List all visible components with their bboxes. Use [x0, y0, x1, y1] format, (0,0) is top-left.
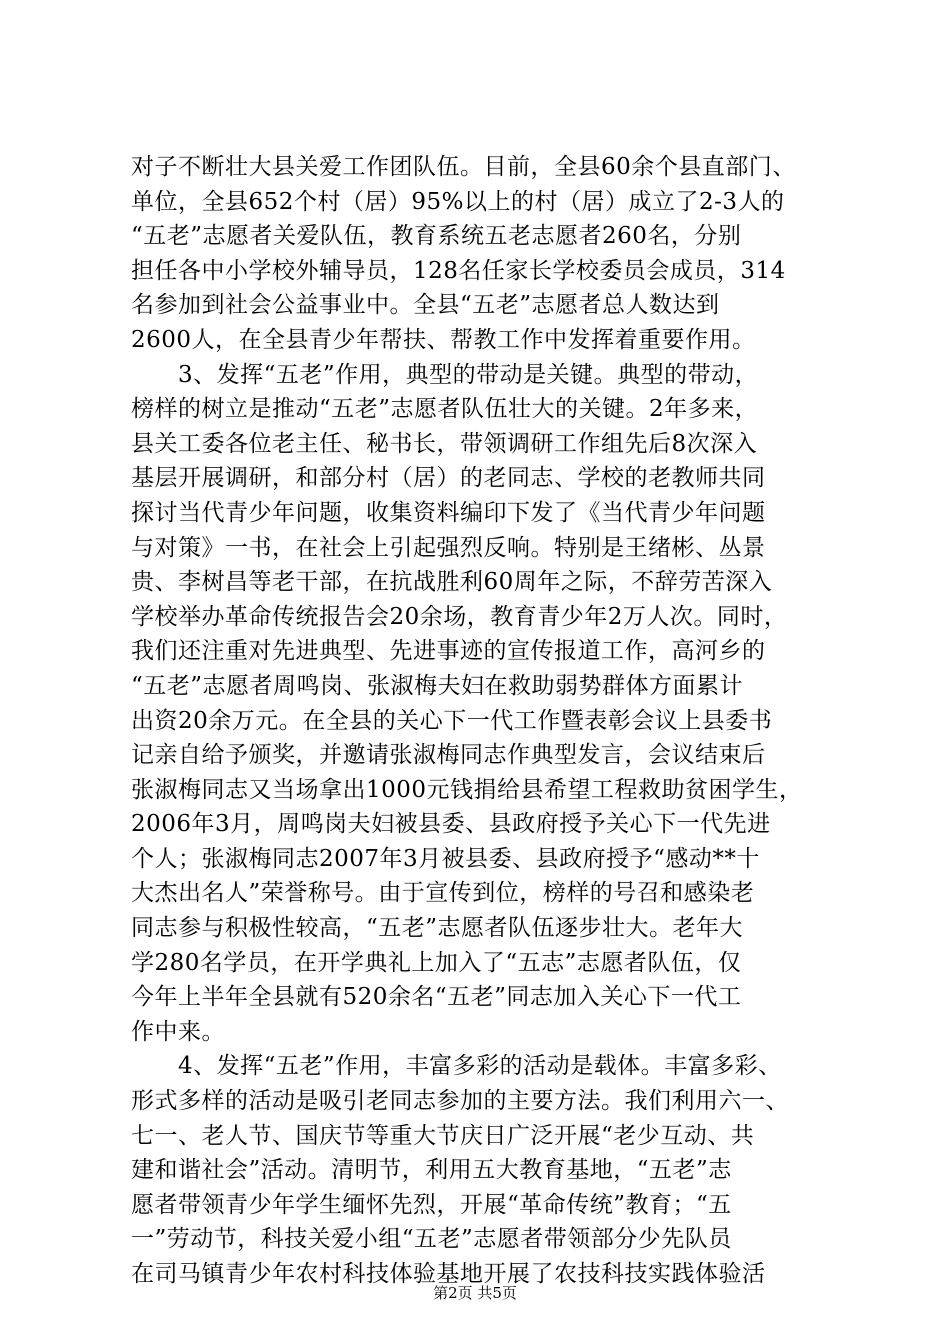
text-line: 个人；张淑梅同志2007年3月被县委、县政府授予“感动**十 — [131, 845, 760, 872]
text-line: 对子不断壮大县关爱工作团队伍。目前，全县60余个县直部门、 — [131, 154, 796, 180]
text-line: 作中来。 — [131, 1018, 225, 1045]
text-line: 七一、老人节、国庆节等重大节庆日广泛开展“老少互动、共 — [131, 1122, 755, 1149]
text-line: “五老”志愿者周鸣岗、张淑梅夫妇在救助弱势群体方面累计 — [131, 672, 744, 699]
text-line: 探讨当代青少年问题，收集资料编印下发了《当代青少年问题 — [131, 499, 766, 526]
text-line: 记亲自给予颁奖，并邀请张淑梅同志作典型发言，会议结束后 — [131, 742, 766, 769]
text-line: 愿者带领青少年学生缅怀先烈，开展“革命传统”教育；“五 — [131, 1191, 732, 1218]
text-line: 2600人，在全县青少年帮扶、帮教工作中发挥着重要作用。 — [131, 326, 756, 353]
text-line: 名参加到社会公益事业中。全县“五老”志愿者总人数达到 — [131, 292, 720, 319]
text-line: 出资20余万元。在全县的关心下一代工作暨表彰会议上县委书 — [131, 707, 773, 734]
text-line: 4、发挥“五老”作用，丰富多彩的活动是载体。丰富多彩、 — [131, 1053, 782, 1080]
text-line: 基层开展调研，和部分村（居）的老同志、学校的老教师共同 — [131, 465, 766, 492]
text-line: 建和谐社会”活动。清明节，利用五大教育基地，“五老”志 — [131, 1157, 732, 1184]
text-line: 榜样的树立是推动“五老”志愿者队伍壮大的关键。2年多来， — [131, 396, 759, 423]
text-line: 担任各中小学校外辅导员，128名任家长学校委员会成员，314 — [131, 257, 786, 284]
text-line: “五老”志愿者关爱队伍，教育系统五老志愿者260名，分别 — [131, 223, 742, 250]
text-line: 形式多样的活动是吸引老同志参加的主要方法。我们利用六一、 — [131, 1088, 789, 1115]
text-line: 同志参与积极性较高，“五老”志愿者队伍逐步壮大。老年大 — [131, 915, 744, 942]
text-line: 3、发挥“五老”作用，典型的带动是关键。典型的带动， — [131, 361, 759, 388]
page-footer: 第2页 共5页 — [433, 1284, 517, 1302]
text-line: 与对策》一书，在社会上引起强烈反响。特别是王绪彬、丛景 — [131, 534, 766, 561]
text-line: 单位，全县652个村（居）95%以上的村（居）成立了2-3人的 — [131, 188, 785, 215]
text-line: 2006年3月，周鸣岗夫妇被县委、县政府授予关心下一代先进 — [131, 811, 771, 838]
text-line: 我们还注重对先进典型、先进事迹的宣传报道工作，高河乡的 — [131, 638, 766, 665]
text-line: 贵、李树昌等老干部，在抗战胜利60周年之际，不辞劳苦深入 — [131, 569, 773, 596]
text-line: 学280名学员，在开学典礼上加入了“五志”志愿者队伍，仅 — [131, 949, 742, 976]
text-line: 在司马镇青少年农村科技体验基地开展了农技科技实践体验活 — [131, 1261, 766, 1287]
text-line: 县关工委各位老主任、秘书长，带领调研工作组先后8次深入 — [131, 430, 758, 457]
text-line: 一”劳动节，科技关爱小组“五老”志愿者带领部分少先队员 — [131, 1226, 732, 1253]
text-line: 今年上半年全县就有520余名“五老”同志加入关心下一代工 — [131, 984, 742, 1011]
body-text — [131, 150, 821, 1292]
text-line: 大杰出名人”荣誉称号。由于宣传到位，榜样的号召和感染老 — [131, 880, 755, 907]
text-line: 张淑梅同志又当场拿出1000元钱捐给县希望工程救助贫困学生， — [131, 776, 803, 803]
text-line: 学校举办革命传统报告会20余场，教育青少年2万人次。同时， — [131, 603, 788, 630]
